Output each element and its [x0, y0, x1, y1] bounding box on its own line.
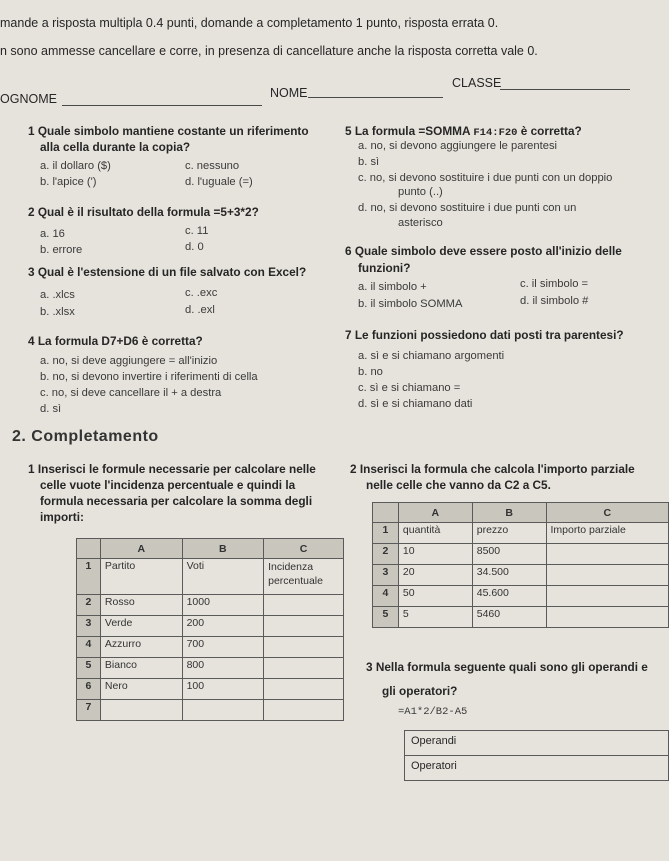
q6-option-d[interactable]: d. il simbolo # [520, 295, 589, 307]
cell[interactable]: 5 [398, 607, 472, 628]
table-row [77, 559, 344, 595]
question-1: 1 Quale simbolo mantiene costante un riferimento [28, 124, 309, 138]
exercise-3-line-2: gli operatori? [382, 684, 458, 698]
cell[interactable] [546, 607, 669, 628]
nome-field[interactable] [308, 86, 443, 98]
cell[interactable]: 45.600 [472, 586, 546, 607]
q1-option-c[interactable]: c. nessuno [185, 160, 240, 172]
cognome-field[interactable] [62, 94, 262, 106]
q1-option-d[interactable]: d. l'uguale (=) [185, 176, 253, 188]
q4-option-c[interactable]: c. no, si deve cancellare il + a destra [40, 387, 222, 399]
q6-option-c[interactable]: c. il simbolo = [520, 278, 589, 290]
section-2-title: 2. Completamento [12, 428, 159, 445]
q3-option-d[interactable]: d. .exl [185, 304, 215, 316]
table-row [77, 700, 344, 721]
cell[interactable]: 1000 [182, 595, 264, 616]
question-5: 5 La formula =SOMMA F14:F20 è corretta? [345, 124, 582, 139]
question-6: 6 Quale simbolo deve essere posto all'inizio delle [345, 244, 622, 258]
cell[interactable] [100, 700, 182, 721]
cell[interactable]: Voti [182, 559, 264, 595]
q5-option-a[interactable]: a. no, si devono aggiungere le parentesi [358, 140, 558, 152]
q6-option-a[interactable]: a. il simbolo + [358, 281, 427, 293]
classe-label: CLASSE [452, 76, 502, 90]
row-number: 7 [77, 700, 101, 721]
exercise-1-line-4: importi: [40, 510, 84, 524]
question-3: 3 Qual è l'estensione di un file salvato con Excel? [28, 265, 307, 279]
cell[interactable]: 10 [398, 544, 472, 565]
col-header-b: B [182, 539, 264, 559]
question-7: 7 Le funzioni possiedono dati posti tra parentesi? [345, 328, 624, 342]
cell[interactable]: Verde [100, 616, 182, 637]
cell[interactable] [264, 679, 344, 700]
q2-option-c[interactable]: c. 11 [185, 225, 209, 237]
table-row [77, 616, 344, 637]
row-number: 4 [373, 586, 399, 607]
cell[interactable] [264, 595, 344, 616]
cell[interactable] [264, 658, 344, 679]
exercise-1-line-3: formula necessaria per calcolare la somma degli [40, 494, 313, 508]
q1-option-a[interactable]: a. il dollaro ($) [40, 160, 111, 172]
cell[interactable]: prezzo [472, 523, 546, 544]
table-row [373, 586, 669, 607]
row-number: 2 [77, 595, 101, 616]
q7-option-d[interactable]: d. sì e si chiamano dati [358, 398, 473, 410]
row-number: 5 [77, 658, 101, 679]
table-row [77, 679, 344, 700]
cell[interactable] [264, 637, 344, 658]
cell[interactable]: 700 [182, 637, 264, 658]
cell[interactable] [182, 700, 264, 721]
cell[interactable]: Importo parziale [546, 523, 669, 544]
table-row [373, 523, 669, 544]
q4-option-a[interactable]: a. no, si deve aggiungere = all'inizio [40, 355, 218, 367]
exercise-1-table [76, 538, 344, 721]
cell[interactable]: Bianco [100, 658, 182, 679]
question-2: 2 Qual è il risultato della formula =5+3*2? [28, 205, 259, 219]
cell[interactable]: Partito [100, 559, 182, 595]
cell[interactable] [546, 586, 669, 607]
exercise-2-table [372, 502, 669, 628]
nome-label: NOME [270, 86, 308, 100]
q7-option-c[interactable]: c. sì e si chiamano = [358, 382, 461, 394]
cell[interactable]: 20 [398, 565, 472, 586]
q5-option-d[interactable]: d. no, si devono sostituire i due punti con un [358, 202, 577, 214]
q3-option-b[interactable]: b. .xlsx [40, 306, 75, 318]
cell[interactable]: 8500 [472, 544, 546, 565]
row-number: 1 [77, 559, 101, 595]
table-row [77, 658, 344, 679]
cell[interactable]: Incidenza percentuale [264, 559, 344, 595]
cell[interactable]: Nero [100, 679, 182, 700]
row-number: 4 [77, 637, 101, 658]
intro-line-2: n sono ammesse cancellare e corre, in presenza di cancellature anche la risposta corretta vale 0. [0, 44, 538, 58]
cell[interactable]: 50 [398, 586, 472, 607]
q1-option-b[interactable]: b. l'apice (') [40, 176, 97, 188]
q7-option-a[interactable]: a. sì e si chiamano argomenti [358, 350, 505, 362]
col-header-b: B [472, 503, 546, 523]
intro-line-1: mande a risposta multipla 0.4 punti, domande a completamento 1 punto, risposta errata 0. [0, 16, 499, 30]
row-number: 3 [373, 565, 399, 586]
exercise-1-line-2: celle vuote l'incidenza percentuale e quindi la [40, 478, 296, 492]
q5-option-c[interactable]: c. no, si devono sostituire i due punti con un doppio [358, 172, 613, 184]
cell[interactable] [546, 565, 669, 586]
q5-option-d-cont: asterisco [398, 217, 443, 229]
operandi-label: Operandi [411, 735, 457, 747]
cell[interactable]: 100 [182, 679, 264, 700]
table-row [373, 607, 669, 628]
q2-option-d[interactable]: d. 0 [185, 241, 204, 253]
exercise-3-formula: =A1*2/B2-A5 [398, 706, 468, 718]
cell[interactable]: 200 [182, 616, 264, 637]
question-6-cont: funzioni? [358, 261, 411, 275]
cell[interactable]: Azzurro [100, 637, 182, 658]
cognome-label: OGNOME [0, 92, 57, 106]
q3-option-a[interactable]: a. .xlcs [40, 289, 75, 301]
classe-field[interactable] [500, 78, 630, 90]
question-4: 4 La formula D7+D6 è corretta? [28, 334, 203, 348]
q4-option-d[interactable]: d. sì [40, 403, 62, 415]
q6-option-b[interactable]: b. il simbolo SOMMA [358, 298, 463, 310]
corner-cell [373, 503, 399, 523]
row-number: 3 [77, 616, 101, 637]
cell[interactable]: 800 [182, 658, 264, 679]
exercise-2-line-1: 2 Inserisci la formula che calcola l'importo parziale [350, 462, 635, 476]
q4-option-b[interactable]: b. no, si devono invertire i riferimenti di cella [40, 371, 258, 383]
exercise-3-line-1: 3 Nella formula seguente quali sono gli operandi e [366, 660, 648, 674]
cell[interactable] [264, 700, 344, 721]
cell[interactable]: 5460 [472, 607, 546, 628]
cell[interactable] [546, 544, 669, 565]
operandi-box[interactable] [404, 730, 669, 756]
row-number: 1 [373, 523, 399, 544]
cell[interactable]: 34.500 [472, 565, 546, 586]
cell[interactable]: Rosso [100, 595, 182, 616]
q5-option-c-cont: punto (..) [398, 186, 443, 198]
row-number: 6 [77, 679, 101, 700]
q3-option-c[interactable]: c. .exc [185, 287, 218, 299]
operatori-label: Operatori [411, 760, 457, 772]
table-row [77, 595, 344, 616]
q5-option-b[interactable]: b. sì [358, 156, 380, 168]
cell[interactable] [264, 616, 344, 637]
question-1-cont: alla cella durante la copia? [40, 140, 191, 154]
corner-cell [77, 539, 101, 559]
q7-option-b[interactable]: b. no [358, 366, 383, 378]
cell[interactable]: quantità [398, 523, 472, 544]
row-number: 2 [373, 544, 399, 565]
q2-option-b[interactable]: b. errore [40, 244, 83, 256]
exercise-1-line-1: 1 Inserisci le formule necessarie per calcolare nelle [28, 462, 316, 476]
col-header-c: C [546, 503, 669, 523]
table-row [77, 637, 344, 658]
table-row [373, 565, 669, 586]
operatori-box[interactable] [404, 755, 669, 781]
col-header-a: A [100, 539, 182, 559]
col-header-a: A [398, 503, 472, 523]
q2-option-a[interactable]: a. 16 [40, 228, 65, 240]
row-number: 5 [373, 607, 399, 628]
exercise-2-line-2: nelle celle che vanno da C2 a C5. [366, 478, 551, 492]
col-header-c: C [264, 539, 344, 559]
table-row [373, 544, 669, 565]
